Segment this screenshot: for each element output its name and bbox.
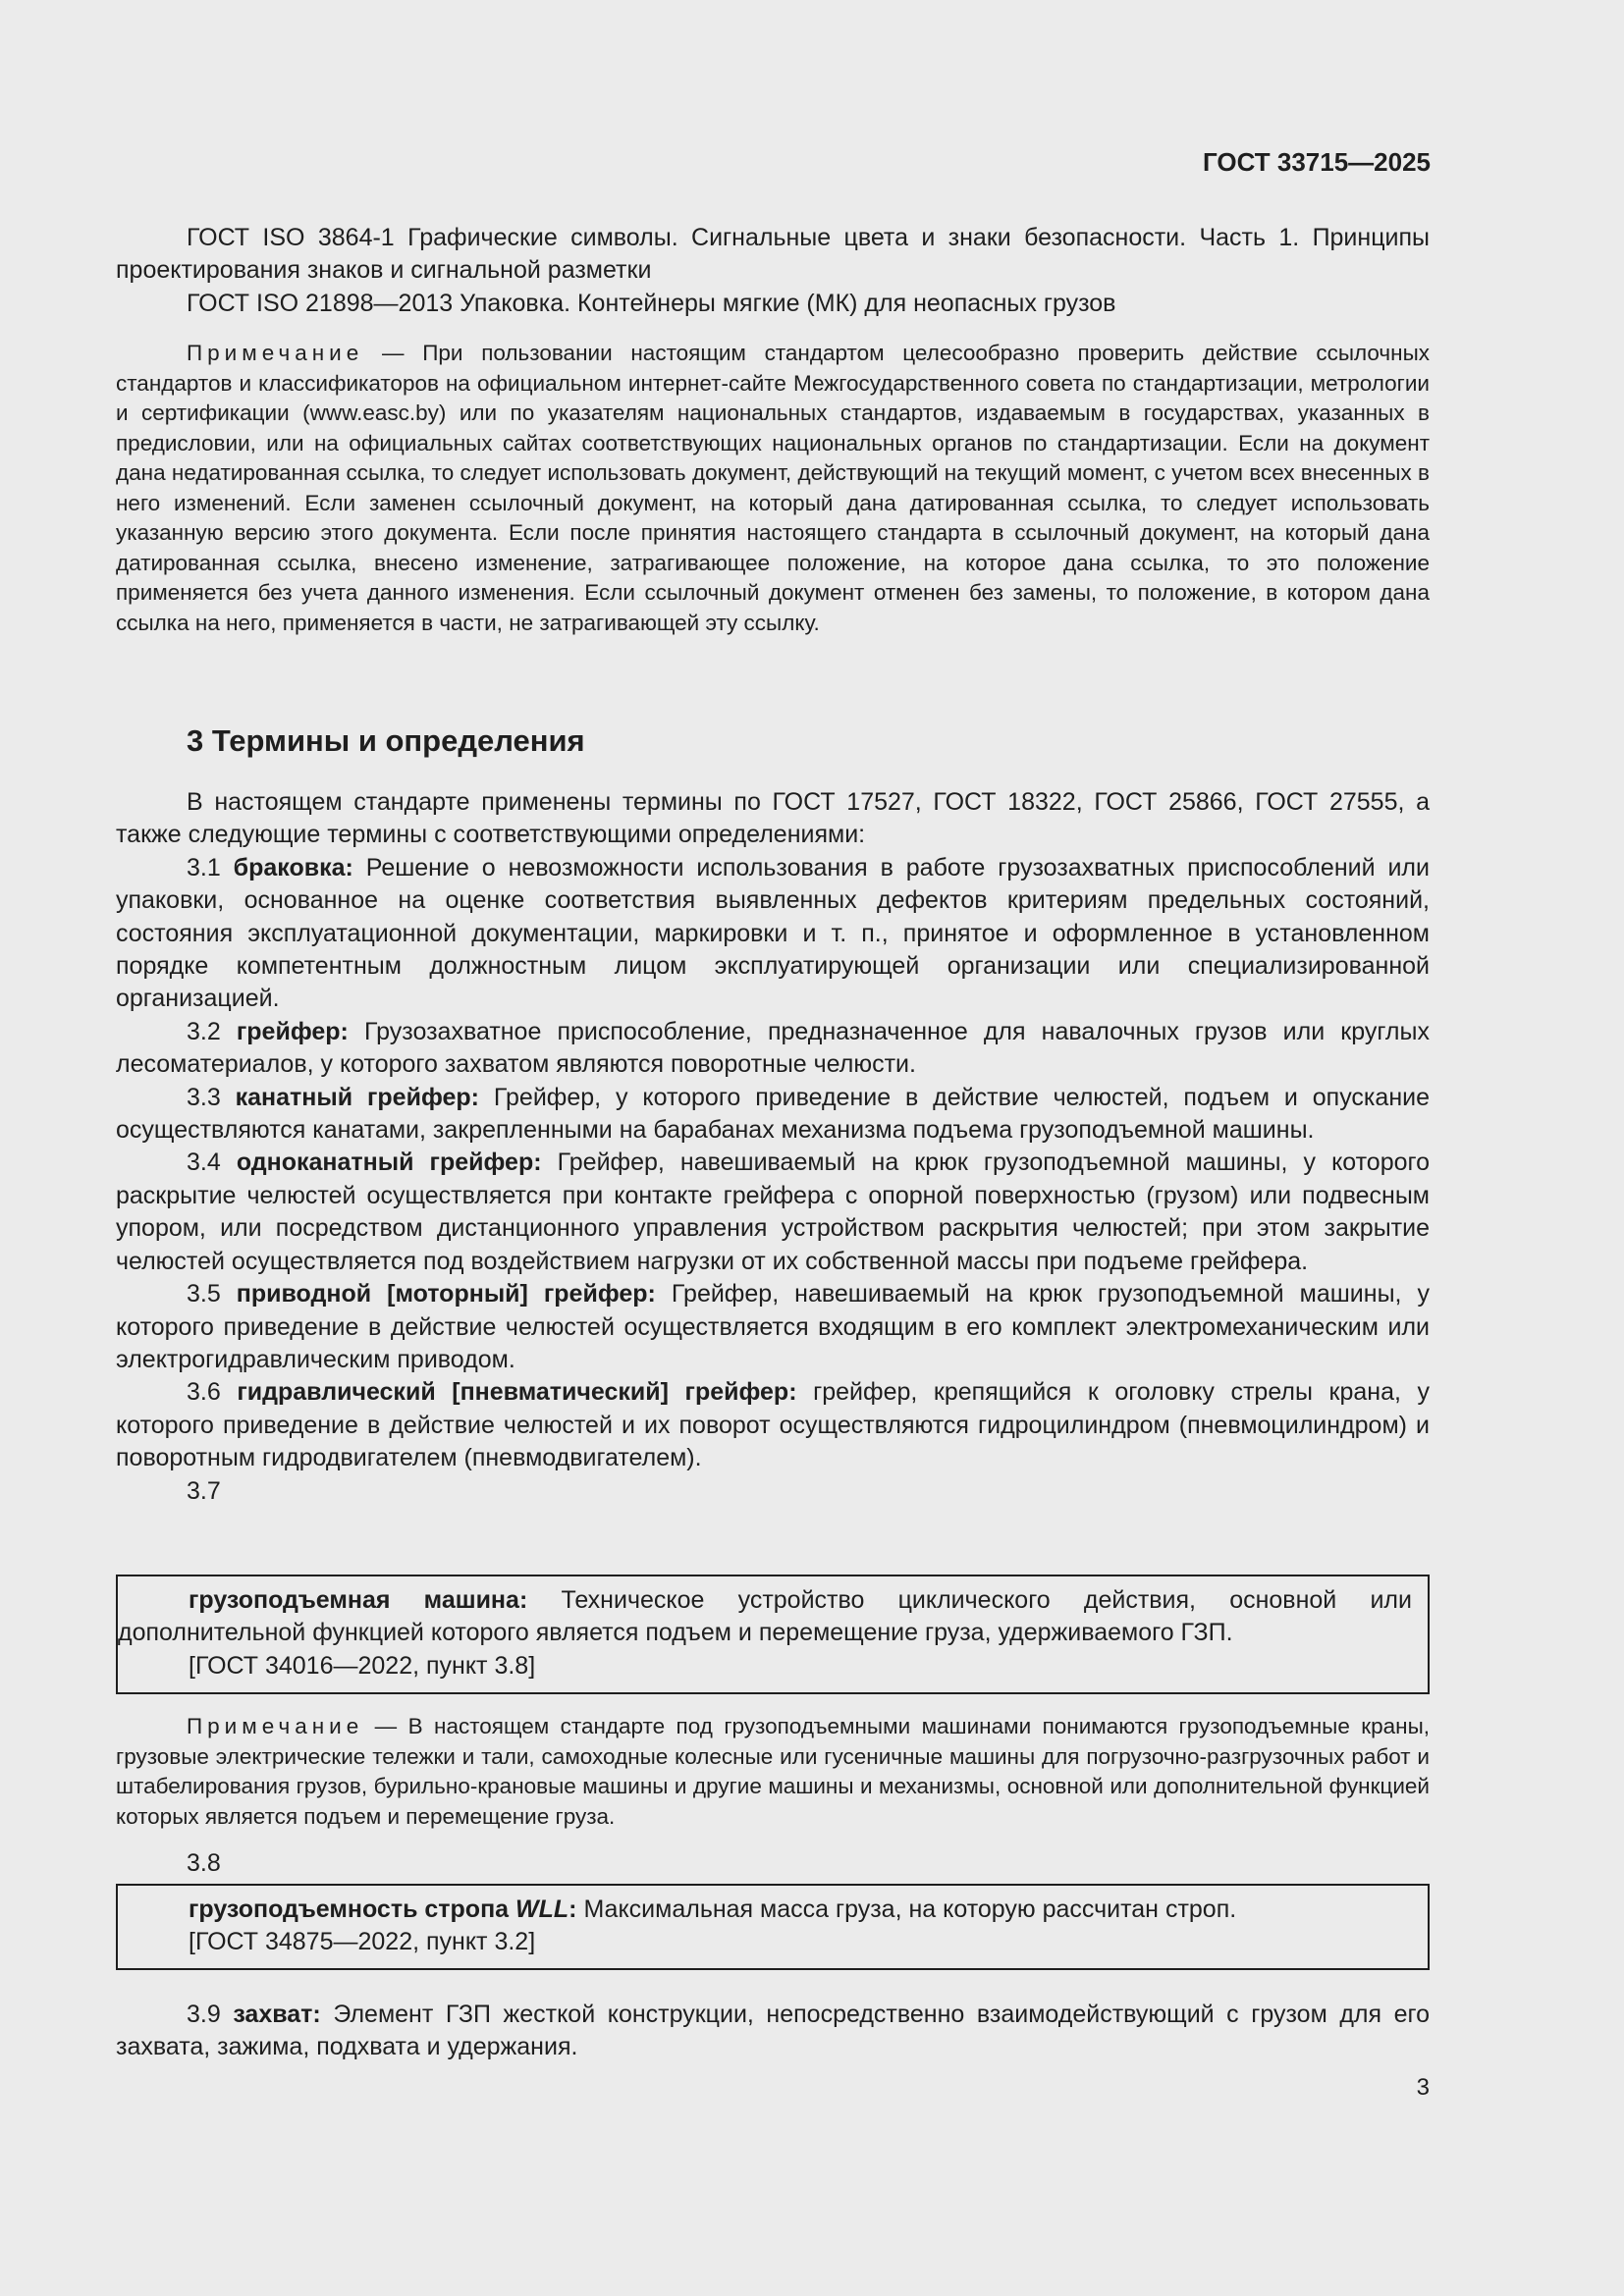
term-definition: Решение о невозможности использования в работе грузозахватных приспособлений или упаковки, основанное на оценке соответствия выявленных дефектов критериям предельных состояний, состояния эксплуатационной документации, маркировки и т. п., принятое и оформленное в установленном порядке компетентным должностным лицом эксплуатирующей организации или специализированной организацией.: [116, 853, 1430, 1013]
term-3-9-block: [116, 1999, 1430, 2064]
term-definition: Техническое устройство циклического действия, основной или дополнительной функцией которого является подъем и перемещение груза, удерживаемого ГЗП.: [118, 1586, 1412, 1647]
term-name: захват:: [233, 2001, 321, 2028]
term-definition: грейфер, крепящийся к оголовку стрелы крана, у которого приведение в действие челюстей и их поворот осуществляются гидроцилиндром (пневмоцилиндром) и поворотным гидродвигателем (пневмодвигателем).: [116, 1378, 1431, 1472]
term-name: одноканатный грейфер:: [236, 1148, 542, 1177]
term-name: грузоподъемность стропа: [189, 1896, 516, 1923]
term-3-3: 3.3 канатный грейфер: Грейфер, у которого приведение в действие челюстей, подъем и опускание осуществляются канатами, закрепленными на барабанах механизма подъема грузоподъемной машины.: [116, 1083, 1430, 1145]
term-3-8-block: [116, 1847, 1430, 1880]
term-definition: Грейфер, навешиваемый на крюк грузоподъемной машины, у которого приведение в действие челюстей осуществляется входящим в его комплект электромеханическим или электрогидравлическим приводом.: [116, 1280, 1431, 1373]
term-definition: Максимальная масса груза, на которую рассчитан строп.: [576, 1896, 1237, 1923]
references-block: [116, 222, 1430, 320]
term-name: грейфер:: [236, 1017, 349, 1045]
note-references: [116, 339, 1430, 638]
note-text: — При пользовании настоящим стандартом целесообразно проверить действие ссылочных стандартов и классификаторов на официальном интернет-сайте Межгосударственного совета по стандартизации, метрологии и сертификации (www.easc.by) или по указателям национальных стандартов, издаваемым в государствах, указанных в предисловии, или на официальных сайтах соответствующих национальных органов по стандартизации. Если на документ дана недатированная ссылка, то следует использовать документ, действующий на текущий момент, с учетом всех внесенных в него изменений. Если заменен ссылочный документ, на который дана датированная ссылка, то следует использовать указанную версию этого документа. Если после принятия настоящего стандарта в ссылочный документ, на который дана датированная ссылка, внесено изменение, затрагивающее положение, на которое дана ссылка, то это положение применяется без учета данного изменения. Если ссылочный документ отменен без замены, то положение, в котором дана ссылка на него, применяется в части, не затрагивающей эту ссылку.: [116, 341, 1430, 635]
term-3-1: 3.1 браковка: Решение о невозможности использования в работе грузозахватных приспособлений или упаковки, основанное на оценке соответствия выявленных дефектов критериям предельных состояний, состояния эксплуатационной документации, маркировки и т. п., принятое и оформленное в установленном порядке компетентным должностным лицом эксплуатирующей организации или специализированной организацией.: [116, 853, 1430, 1013]
term-3-8-box: [116, 1884, 1430, 1970]
term-3-4: 3.4 одноканатный грейфер: Грейфер, навешиваемый на крюк грузоподъемной машины, у которого раскрытие челюстей осуществляется при контакте грейфера с опорной поверхностью (грузом) или подвесным упором, или посредством дистанционного управления устройством раскрытия челюстей; при этом закрытие челюстей осуществляется под воздействием нагрузки от их собственной массы при подъеме грейфера.: [116, 1148, 1430, 1275]
terms-list: [116, 786, 1430, 1508]
term-name: канатный грейфер:: [235, 1083, 480, 1111]
section-3-block: [116, 723, 1430, 759]
term-definition: Грейфер, у которого приведение в действие челюстей, подъем и опускание осуществляются канатами, закрепленными на барабанах механизма подъема грузоподъемной машины.: [116, 1083, 1430, 1145]
note-text: — В настоящем стандарте под грузоподъемными машинами понимаются грузоподъемные краны, грузовые электрические тележки и тали, самоходные колесные или гусеничные машины для погрузочно-разгрузочных работ и штабелирования грузов, бурильно-крановые машины и другие машины и механизмы, основной или дополнительной функцией которых является подъем и перемещение груза.: [116, 1714, 1430, 1829]
term-3-7: [118, 1584, 1412, 1650]
term-name: браковка:: [233, 853, 353, 881]
term-abbreviation: WLL: [515, 1896, 569, 1923]
term-definition: Грейфер, навешиваемый на крюк грузоподъемной машины, у которого раскрытие челюстей осуществляется при контакте грейфера с опорной поверхностью (грузом) или подвесным упором, или посредством дистанционного управления устройством раскрытия челюстей; при этом закрытие челюстей осуществляется под воздействием нагрузки от их собственной массы при подъеме грейфера.: [116, 1148, 1430, 1275]
term-3-9: 3.9 захват: Элемент ГЗП жесткой конструкции, непосредственно взаимодействующий с грузом для его захвата, зажима, подхвата и удержания.: [116, 2001, 1430, 2061]
term-3-2: 3.2 грейфер: Грузозахватное приспособление, предназначенное для навалочных грузов или круглых лесоматериалов, у которого захватом являются поворотные челюсти.: [116, 1017, 1430, 1079]
term-definition: Элемент ГЗП жесткой конструкции, непосредственно взаимодействующий с грузом для его захвата, зажима, подхвата и удержания.: [116, 2001, 1430, 2061]
note-label: Примечание: [187, 341, 364, 365]
term-3-8-number: 3.8: [187, 1849, 221, 1877]
term-3-5: 3.5 приводной [моторный] грейфер: Грейфер, навешиваемый на крюк грузоподъемной машины, у которого приведение в действие челюстей осуществляется входящим в его комплект электромеханическим или электрогидравлическим приводом.: [116, 1280, 1431, 1373]
term-source-ref: [ГОСТ 34016—2022, пункт 3.8]: [189, 1651, 536, 1680]
term-source-ref: [ГОСТ 34875—2022, пункт 3.2]: [189, 1928, 536, 1956]
reference-iso-21898: ГОСТ ISO 21898—2013 Упаковка. Контейнеры мягкие (МК) для неопасных грузов: [187, 289, 1116, 317]
term-3-7-number: 3.7: [187, 1476, 221, 1505]
note-lifting-machines: [116, 1712, 1430, 1832]
document-header: ГОСТ 33715—2025: [1203, 147, 1431, 177]
term-name: грузоподъемная машина:: [189, 1586, 528, 1614]
term-definition: Грузозахватное приспособление, предназначенное для навалочных грузов или круглых лесоматериалов, у которого захватом являются поворотные челюсти.: [116, 1017, 1430, 1079]
term-3-8: грузоподъемность стропа WLL: Максимальная масса груза, на которую рассчитан строп.: [189, 1896, 1237, 1923]
term-name: приводной [моторный] грейфер:: [236, 1280, 656, 1308]
page-number: 3: [1416, 2074, 1430, 2101]
note-label: Примечание: [187, 1714, 364, 1738]
term-name: гидравлический [пневматический] грейфер:: [237, 1378, 797, 1407]
term-3-6: 3.6 гидравлический [пневматический] грейфер: грейфер, крепящийся к оголовку стрелы крана, у которого приведение в действие челюстей и их поворот осуществляются гидроцилиндром (пневмоцилиндром) и поворотным гидродвигателем (пневмодвигателем).: [116, 1378, 1431, 1472]
term-3-7-box: [116, 1575, 1430, 1694]
section-intro: В настоящем стандарте применены термины по ГОСТ 17527, ГОСТ 18322, ГОСТ 25866, ГОСТ 27555, а также следующие термины с соответствующими определениями:: [116, 788, 1430, 849]
reference-iso-3864: ГОСТ ISO 3864-1 Графические символы. Сигнальные цвета и знаки безопасности. Часть 1. Принципы проектирования знаков и сигнальной разметки: [116, 224, 1430, 285]
section-title: 3 Термины и определения: [187, 723, 585, 758]
